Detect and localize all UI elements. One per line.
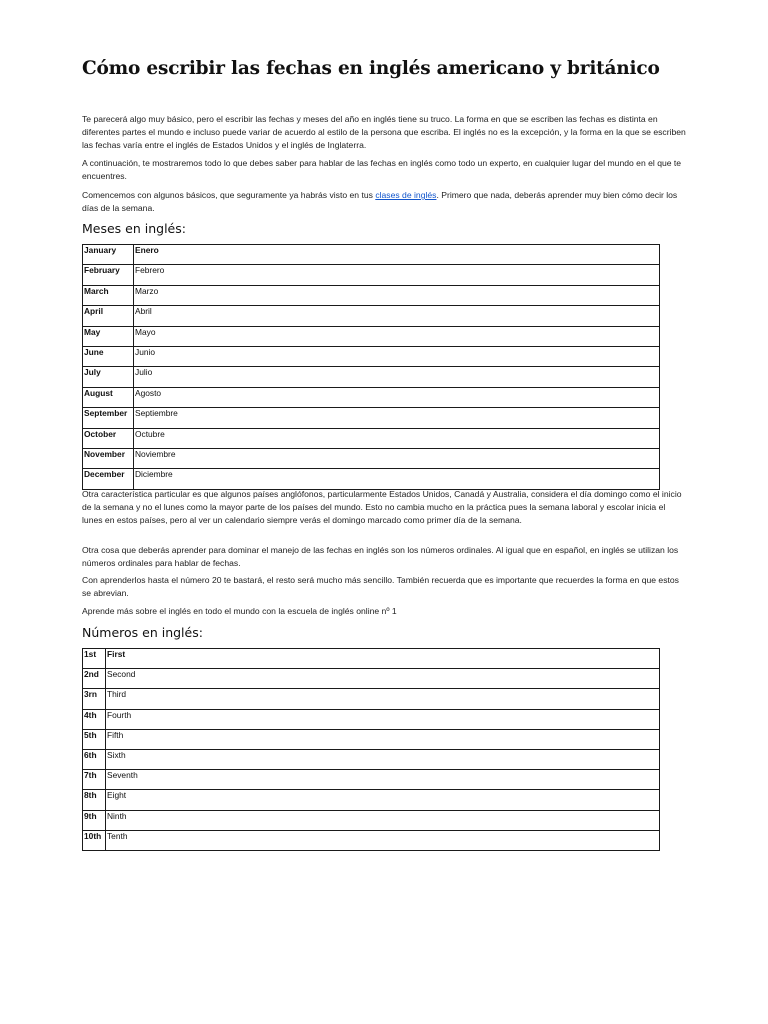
ordinal-english-cell: 1st [83,649,106,669]
month-english-cell: November [83,448,134,468]
ordinal-translation-cell: Tenth [106,830,660,850]
month-english-cell: October [83,428,134,448]
month-row [83,285,660,305]
middle-paragraph-2: Otra cosa que deberás aprender para dominar el manejo de las fechas en inglés son los números ordinales. Al igual que en español, en inglés se utilizan los números ordinales para hablar de fechas. [82,545,679,568]
month-translation-cell: Noviembre [134,448,660,468]
month-translation-cell: Octubre [134,428,660,448]
months-heading: Meses en inglés: [82,221,186,236]
month-english-cell: April [83,306,134,326]
ordinal-row [83,830,660,850]
month-row [83,326,660,346]
ordinal-english-cell: 10th [83,830,106,850]
ordinal-row [83,770,660,790]
month-translation-cell: Julio [134,367,660,387]
para3-text-after: . Primero que nada, deberás aprender muy bien cómo decir los días de la semana. [82,190,678,213]
month-row [83,448,660,468]
intro-paragraph-3 [82,189,688,215]
middle-paragraph-1: Otra característica particular es que algunos países anglófonos, particularmente Estados Unidos, Canadá y Australia, considera el día domingo como el inicio de la semana y no el lunes como la mayor parte de los países del mundo. Esto no cambia mucho en la práctica pues la semana laboral y escolar inicia el lunes en estos países, pero al ver un calendario siempre verás el domingo marcado como primer día de la semana. [82,489,682,525]
month-translation-cell: Agosto [134,387,660,407]
month-translation-cell: Marzo [134,285,660,305]
numbers-table [82,648,660,851]
month-english-cell: February [83,265,134,285]
clases-de-ingles-link[interactable]: clases de inglés [375,190,437,200]
ordinal-english-cell: 6th [83,749,106,769]
month-translation-cell: Junio [134,346,660,366]
middle-paragraph-3: Con aprenderlos hasta el número 20 te bastará, el resto será mucho más sencillo. También recuerda que es importante que recuerdes la forma en que estos se abrevian. [82,575,679,598]
month-english-cell: December [83,469,134,489]
month-row [83,387,660,407]
ordinal-row [83,669,660,689]
month-row [83,408,660,428]
month-row [83,469,660,489]
ordinal-translation-cell: Eight [106,790,660,810]
ordinal-row [83,709,660,729]
ordinal-english-cell: 8th [83,790,106,810]
intro-paragraph-2: A continuación, te mostraremos todo lo que debes saber para hablar de las fechas en inglés como todo un experto, en cualquier lugar del mundo en el que te encuentres. [82,158,682,181]
ordinal-translation-cell: Sixth [106,749,660,769]
ordinal-row [83,749,660,769]
month-english-cell: June [83,346,134,366]
month-translation-cell: Abril [134,306,660,326]
ordinal-row [83,729,660,749]
ordinal-translation-cell: Fourth [106,709,660,729]
month-row [83,265,660,285]
month-row [83,428,660,448]
ordinal-translation-cell: Second [106,669,660,689]
ordinal-english-cell: 2nd [83,669,106,689]
month-english-cell: March [83,285,134,305]
month-translation-cell: Septiembre [134,408,660,428]
ordinal-english-cell: 9th [83,810,106,830]
ordinal-english-cell: 4th [83,709,106,729]
ordinal-translation-cell: Ninth [106,810,660,830]
month-english-cell: September [83,408,134,428]
month-row [83,346,660,366]
ordinal-english-cell: 7th [83,770,106,790]
month-translation-cell: Enero [134,245,660,265]
month-translation-cell: Diciembre [134,469,660,489]
ordinal-row [83,810,660,830]
middle-paragraph-4: Aprende más sobre el inglés en todo el mundo con la escuela de inglés online nº 1 [82,606,397,616]
ordinal-translation-cell: First [106,649,660,669]
ordinal-translation-cell: Third [106,689,660,709]
numbers-heading: Números en inglés: [82,625,203,640]
page-title: Cómo escribir las fechas en inglés americano y británico [82,58,660,79]
ordinal-row [83,689,660,709]
ordinal-row [83,790,660,810]
ordinal-english-cell: 3rn [83,689,106,709]
month-row [83,306,660,326]
para3-text-before: Comencemos con algunos básicos, que seguramente ya habrás visto en tus [82,190,376,200]
ordinal-english-cell: 5th [83,729,106,749]
month-english-cell: August [83,387,134,407]
month-english-cell: January [83,245,134,265]
ordinal-translation-cell: Fifth [106,729,660,749]
month-translation-cell: Mayo [134,326,660,346]
month-english-cell: July [83,367,134,387]
months-table [82,244,660,490]
ordinal-row [83,649,660,669]
month-row [83,245,660,265]
month-row [83,367,660,387]
ordinal-translation-cell: Seventh [106,770,660,790]
month-translation-cell: Febrero [134,265,660,285]
intro-paragraph-1: Te parecerá algo muy básico, pero el escribir las fechas y meses del año en inglés tiene su truco. La forma en que se escriben las fechas es distinta en diferentes partes el mundo e incluso puede variar de acuerdo al estilo de la persona que escriba. El inglés no es la excepción, y la forma en la que se escriben las fechas varía entre el inglés de Estados Unidos y el inglés de Inglaterra. [82,114,686,150]
month-english-cell: May [83,326,134,346]
